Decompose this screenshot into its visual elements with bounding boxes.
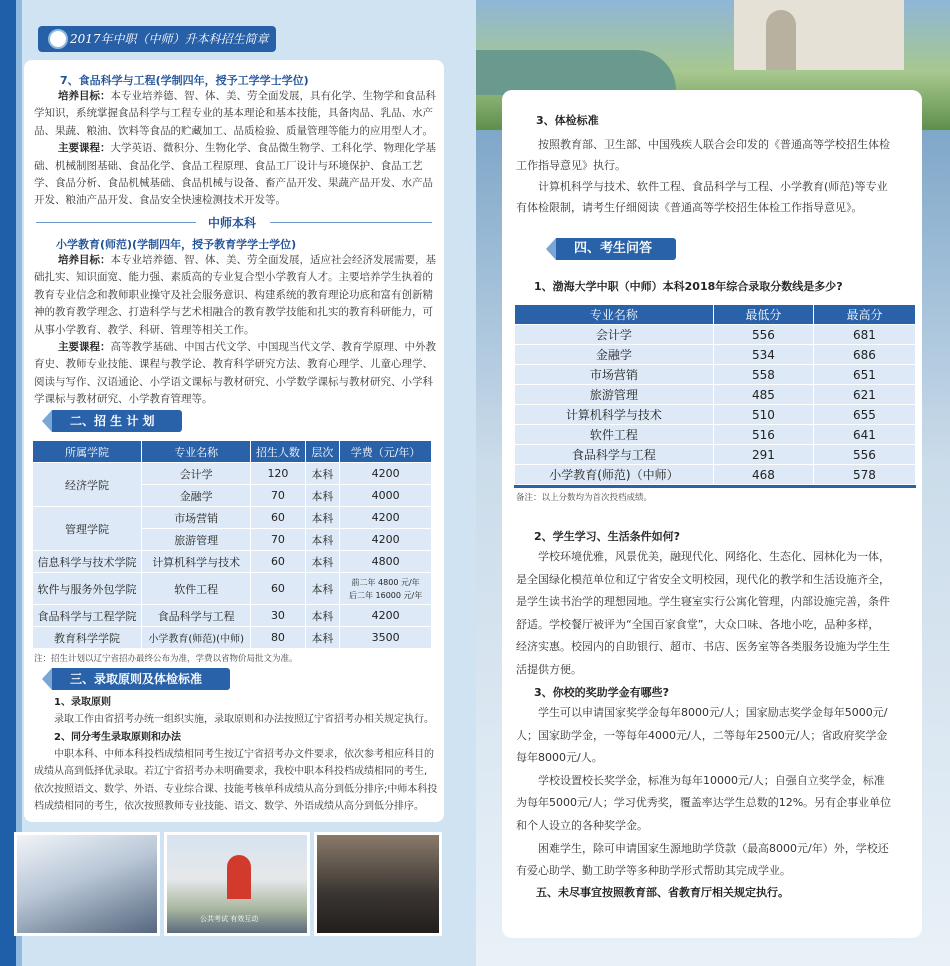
table-row: 旅游管理 485 621	[515, 385, 916, 405]
health-standard-text: 按照教育部、卫生部、中国残疾人联合会印发的《普通高等学校招生体检 工作指导意见》执行。 计算机科学与技术、软件工程、食品科学与工程、小学教育(师范)等专业 有体检限制，请考生仔细阅读《普通高等学校招生体检工作指导意见》。	[516, 138, 890, 214]
left-edge-stripe-light	[16, 0, 22, 966]
food-science-goal: 培养目标：本专业培养德、智、体、美、劳全面发展，具有化学、生物学和食品科 学知识，系统掌握食品科学与工程专业的基本理论和基本技能，具备肉品、乳品、水产 品、果蔬、粮油、饮料等食品的贮藏加工、品质检验、质量管理等能力的应用型人才。 主要课程：大学英语、微积分、生物化学、食品微生物学、工科化学、物理化学基 础、机械制图基础、食品化学、食品工程原理、食品工厂设计与环境保护、食品工艺 学、食品分析、食品机械基础、食品机械与设备、畜产品开发、果蔬产品开发、水产品 开发、粮油产品开发、食品安全快速检测技术开发等。	[34, 90, 436, 207]
qa-heading: 四、考生问答	[556, 238, 676, 260]
photo-caption: 公共考试 有效互动	[200, 915, 259, 923]
health-standard-title: 3、体检标准	[536, 114, 599, 127]
college-cell: 信息科学与技术学院	[33, 551, 142, 573]
score-table: 专业名称 最低分 最高分 会计学 556 681 金融学 534 686 市场营销 558 651 旅游管理 485 621 计算机科学与技术 510 655 软件工程 516 641 食品科学与工程 291 556 小学教育(师范)（中师） 468 578	[514, 304, 916, 485]
table-row: 食品科学与工程学院 食品科学与工程 30 本科 4200	[33, 605, 432, 627]
building-arch	[766, 10, 796, 70]
table-row: 食品科学与工程 291 556	[515, 445, 916, 465]
table-bottom-rule	[514, 485, 916, 488]
plan-header-major: 专业名称	[142, 441, 251, 463]
building	[734, 0, 904, 70]
answer-3: 学生可以申请国家奖学金每年8000元/人；国家励志奖学金每年5000元/ 人；国家助学金，一等每年4000元/人，二等每年2500元/人；省政府奖学金 每年8000元/人。 学校设置校长奖学金，标准为每年10000元/人；自强自立奖学金，标准 为每年5000元/人；学习优秀奖，覆盖率达学生总数的12%。另有企事业单位 和个人设立的各种奖学金。 困难学生，除可申请国家生源地助学贷款（最高8000元/年）外，学校还 有爱心助学、勤工助学等多种助学形式帮助其完成学业。	[516, 706, 892, 878]
college-cell: 软件与服务外包学院	[33, 573, 142, 605]
table-row: 信息科学与技术学院 计算机科学与技术 60 本科 4800	[33, 551, 432, 573]
primary-education-text: 培养目标：本专业培养德、智、体、美、劳全面发展，适应社会经济发展需要，基 础扎实、知识面宽、能力强、素质高的专业复合型小学教育人才。主要培养学生执着的 教育专业信念和教师职业操守及社会服务意识、构建系统的教育理论功底和富有创新精 神的教育教学理念、打造科学与艺术相融合的教育教学技能和扎实的教育科研能力，可 从事小学教育、教学、科研、管理等相关工作。 主要课程：高等教学基础、中国古代文学、中国现当代文学、教育学原理、中外教 育史、教师专业技能、课程与教学论、教育科学研究方法、教育心理学、儿童心理学、 阅读与写作、汉语通论、小学语文课标与教材研究、小学数学课标与教材研究、小学科 学课标与教材研究、小学教育管理等。	[34, 254, 436, 406]
college-cell: 经济学院	[33, 463, 142, 507]
food-science-title: 7、食品科学与工程(学制四年，授予工学学士学位)	[60, 74, 309, 87]
divider-left	[36, 222, 196, 223]
table-row: 经济学院 会计学 120 本科 4200	[33, 463, 432, 485]
table-row: 金融学 534 686	[515, 345, 916, 365]
table-row: 软件工程 516 641	[515, 425, 916, 445]
left-edge-stripe	[0, 0, 16, 966]
college-cell: 食品科学与工程学院	[33, 605, 142, 627]
tie-break-text: 中职本科、中师本科投档成绩相同考生按辽宁省招考办文件要求，依次参考相应科目的 成绩从高到低择优录取。若辽宁省招考办未明确要求，我校中职本科投档成绩相同的考生, 依次按照语文、数学、外语、专业综合课、技能考核单科成绩从高分到低分排序;中师本科投 档成绩相同的考生，依次按照教师专业技能、语文、数学、外语成绩从高分到低分排序。	[34, 749, 438, 813]
red-sculpture	[227, 855, 251, 899]
table-row: 计算机科学与技术 510 655	[515, 405, 916, 425]
answer-2: 学校环境优雅，风景优美，融现代化、网络化、生态化、园林化为一体， 是全国绿化模范单位和辽宁省安全文明校园，现代化的教学和生活设施齐全， 是学生读书治学的理想园地。学生寝室实行公寓化管理，内部设施完善，条件 舒适。学校餐厅被评为“全国百家食堂”，大众口味、各地小吃，品种多样， 经济实惠。校园内的自助银行、超市、书店、医务室等各类服务设施为学生生 活提供方便。	[516, 550, 890, 676]
computer-lab-photo	[14, 832, 160, 936]
plan-note: 注：招生计划以辽宁省招办最终公布为准，学费以省物价局批文为准。	[34, 654, 298, 664]
score-note: 备注：以上分数均为首次投档成绩。	[516, 493, 653, 503]
question-1: 1、渤海大学中职（中师）本科2018年综合录取分数线是多少?	[534, 280, 843, 293]
table-row: 市场营销 558 651	[515, 365, 916, 385]
enrollment-plan-heading: 二、招 生 计 划	[52, 410, 182, 432]
table-row: 教育科学学院 小学教育(师范)(中师) 80 本科 3500	[33, 627, 432, 649]
university-logo-icon	[48, 29, 68, 49]
brochure-title: 2017年中职（中师）升本科招生简章	[38, 26, 276, 52]
admission-heading: 三、录取原则及体检标准	[52, 668, 230, 690]
question-3: 3、你校的奖助学金有哪些?	[534, 686, 670, 699]
table-row: 会计学 556 681	[515, 325, 916, 345]
college-cell: 管理学院	[33, 507, 142, 551]
lake	[476, 50, 676, 95]
admission-text: 1、录取原则 录取工作由省招考办统一组织实施，录取原则和办法按照辽宁省招考办相关规定执行。 2、同分考生录取原则和办法	[54, 697, 434, 743]
zhongshi-heading: 中师本科	[208, 216, 257, 230]
table-row: 小学教育(师范)（中师） 468 578	[515, 465, 916, 485]
students-photo	[314, 832, 442, 936]
table-row: 金融学 70 本科 4000	[33, 485, 432, 507]
plan-header-level: 层次	[305, 441, 340, 463]
table-row: 管理学院 市场营销 60 本科 4200	[33, 507, 432, 529]
plan-header-fee: 学费（元/年）	[340, 441, 432, 463]
table-row: 旅游管理 70 本科 4200	[33, 529, 432, 551]
primary-education-title: 小学教育(师范)(学制四年，授予教育学学士学位)	[56, 238, 297, 251]
college-cell: 教育科学学院	[33, 627, 142, 649]
plan-header-count: 招生人数	[251, 441, 305, 463]
table-row: 软件与服务外包学院 软件工程 60 本科 前二年 4800 元/年 后二年 16000 元/年	[33, 573, 432, 605]
section-5-note: 五、未尽事宜按照教育部、省教育厅相关规定执行。	[536, 886, 789, 899]
goal-label: 培养目标：	[58, 90, 111, 102]
course-label: 主要课程：	[58, 142, 111, 155]
divider-right	[270, 222, 432, 223]
enrollment-plan-table	[32, 440, 432, 649]
question-2: 2、学生学习、生活条件如何?	[534, 530, 681, 543]
plan-header-college: 所属学院	[33, 441, 142, 463]
